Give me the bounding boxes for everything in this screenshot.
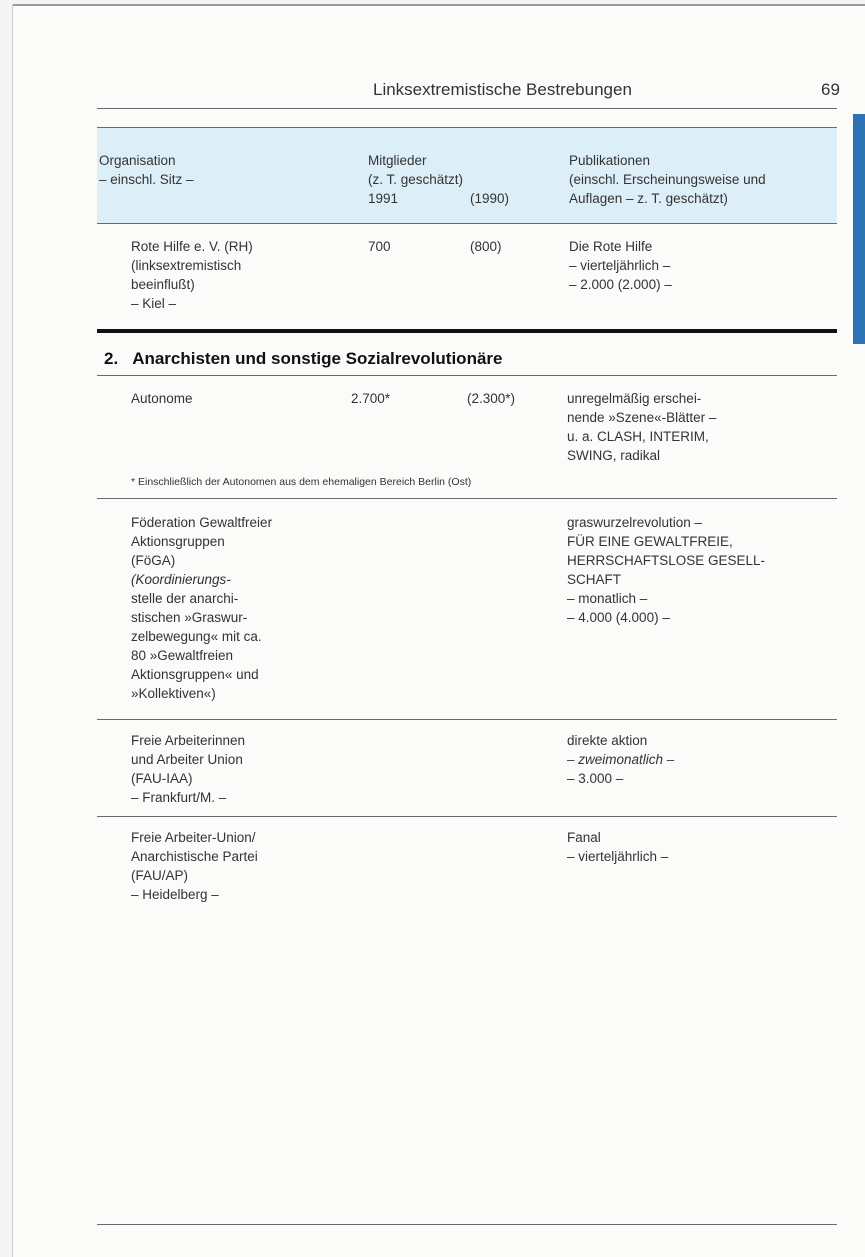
- page-bottom-rule: [97, 1224, 837, 1225]
- org-fau-iaa: Freie Arbeiterinnen und Arbeiter Union (FAU-IAA) – Frankfurt/M. –: [131, 733, 246, 805]
- col-header-organisation: Organisation – einschl. Sitz –: [99, 153, 194, 187]
- col-header-year-1991: 1991: [368, 191, 399, 206]
- header-rule: [97, 108, 837, 109]
- col-header-year-1990: (1990): [470, 191, 510, 206]
- col-header-publikationen: Publikationen (einschl. Erscheinungsweise und Auflagen – z. T. geschätzt): [569, 153, 766, 206]
- pub-fau-iaa: direkte aktion – zweimonatlich – – 3.000 –: [567, 733, 675, 786]
- document-page: [12, 4, 865, 1257]
- row-rule: [97, 816, 837, 817]
- section-number: 2.: [104, 349, 119, 368]
- pub-autonome: unregelmäßig erschei- nende »Szene«-Blätter – u. a. CLASH, INTERIM, SWING, radikal: [567, 391, 717, 463]
- section-heading: [104, 349, 502, 369]
- chapter-marker-tab: [853, 114, 865, 344]
- org-rote-hilfe: Rote Hilfe e. V. (RH) (linksextremistisch beeinflußt) – Kiel –: [131, 239, 253, 311]
- org-fau-ap: Freie Arbeiter-Union/ Anarchistische Partei (FAU/AP) – Heidelberg –: [131, 830, 258, 902]
- row-rule: [97, 719, 837, 720]
- table-header-rule: [97, 223, 837, 224]
- members-1991-rote-hilfe: 700: [368, 239, 391, 254]
- page-number: 69: [821, 80, 840, 99]
- pub-rote-hilfe: Die Rote Hilfe – vierteljährlich – – 2.000 (2.000) –: [569, 239, 672, 292]
- pub-fau-ap: Fanal – vierteljährlich –: [567, 830, 669, 864]
- org-foega: Föderation Gewaltfreier Aktionsgruppen (FöGA) (Koordinierungs- stelle der anarchi- stischen »Graswur- zelbewegung« mit ca. 80 »Gewaltfreien Aktionsgruppen« und »Kollektiven«): [131, 515, 273, 701]
- row-rule: [97, 498, 837, 499]
- scan-top-edge: [13, 4, 865, 6]
- table-top-rule: [97, 127, 837, 128]
- section-title-rule: [97, 375, 837, 376]
- pub-foega: graswurzelrevolution – FÜR EINE GEWALTFREIE, HERRSCHAFTSLOSE GESELL- SCHAFT – monatlich – – 4.000 (4.000) –: [567, 515, 766, 625]
- section-title: Anarchisten und sonstige Sozialrevolutionäre: [132, 349, 503, 368]
- members-1990-autonome: (2.300*): [467, 391, 516, 406]
- org-autonome: Autonome: [131, 391, 193, 406]
- running-header-title: Linksextremistische Bestrebungen: [373, 80, 632, 99]
- members-1991-autonome: 2.700*: [351, 391, 391, 406]
- members-1990-rote-hilfe: (800): [470, 239, 502, 254]
- footnote-autonome: * Einschließlich der Autonomen aus dem ehemaligen Bereich Berlin (Ost): [131, 476, 472, 488]
- section-divider-thick: [97, 329, 837, 333]
- col-header-mitglieder: Mitglieder (z. T. geschätzt) 1991: [368, 153, 464, 206]
